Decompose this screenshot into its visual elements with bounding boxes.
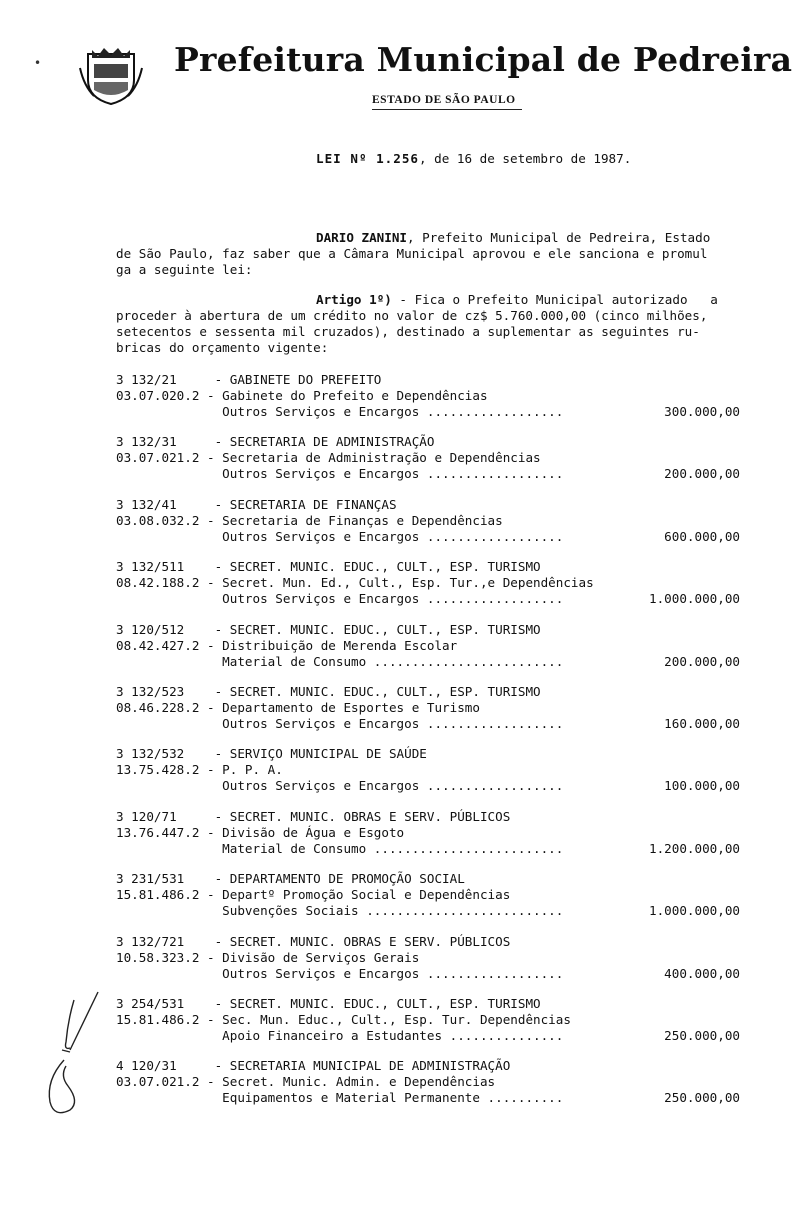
- entry-item: [116, 966, 563, 982]
- entry-program-unit: 15.81.486.2 - Departº Promoção Social e Dependências: [116, 887, 511, 902]
- entry-code-dept: 3 132/532 - SERVIÇO MUNICIPAL DE SAÚDE: [116, 746, 427, 761]
- entry-code: 3 132/41: [116, 497, 207, 512]
- entry-program: 13.76.447.2: [116, 825, 200, 840]
- entry-program: 03.07.021.2: [116, 450, 200, 465]
- intro-paragraph: [116, 230, 746, 278]
- entry-program: 03.08.032.2: [116, 513, 200, 528]
- entry-program: 08.42.427.2: [116, 638, 200, 653]
- entry-amount: 1.200.000,00: [649, 841, 740, 856]
- entry-code: 3 132/31: [116, 434, 207, 449]
- entry-code: 3 120/71: [116, 809, 207, 824]
- entry-program: 03.07.021.2: [116, 1074, 200, 1089]
- budget-entry: [116, 746, 746, 794]
- law-date: , de 16 de setembro de 1987.: [419, 151, 632, 166]
- entry-item-text: Outros Serviços e Encargos ..................: [222, 404, 564, 419]
- entry-code: 3 132/532: [116, 746, 207, 761]
- entry-item: [116, 1090, 563, 1106]
- entry-amount: 300.000,00: [664, 404, 740, 419]
- entry-department: DEPARTAMENTO DE PROMOÇÃO SOCIAL: [229, 871, 465, 886]
- entry-amount: 600.000,00: [664, 529, 740, 544]
- entry-item: [116, 404, 563, 420]
- entry-item-text: Material de Consumo .........................: [222, 841, 564, 856]
- entry-code-dept: 3 132/523 - SECRET. MUNIC. EDUC., CULT., ESP. TURISMO: [116, 684, 541, 699]
- entry-item-text: Outros Serviços e Encargos ..................: [222, 591, 564, 606]
- entry-program-unit: 13.75.428.2 - P. P. A.: [116, 762, 283, 777]
- budget-entry: [116, 559, 746, 607]
- law-heading: [316, 151, 631, 166]
- entry-program: 13.75.428.2: [116, 762, 200, 777]
- article-label: Artigo 1º): [316, 292, 392, 307]
- entry-amount: 250.000,00: [664, 1028, 740, 1043]
- entry-item: [116, 529, 563, 545]
- entry-item-text: Subvenções Sociais ..........................: [222, 903, 564, 918]
- entry-program-unit: 08.42.427.2 - Distribuição de Merenda Escolar: [116, 638, 458, 653]
- entry-program-unit: 10.58.323.2 - Divisão de Serviços Gerais: [116, 950, 420, 965]
- entry-program: 10.58.323.2: [116, 950, 200, 965]
- entry-code: 3 132/21: [116, 372, 207, 387]
- entry-code: 3 132/511: [116, 559, 207, 574]
- entry-code: 3 132/721: [116, 934, 207, 949]
- budget-entry: [116, 809, 746, 857]
- entry-department: SECRET. MUNIC. EDUC., CULT., ESP. TURISMO: [229, 622, 541, 637]
- entry-amount: 1.000.000,00: [649, 591, 740, 606]
- entry-department: SECRET. MUNIC. OBRAS E SERV. PÚBLICOS: [229, 934, 511, 949]
- entry-department: SECRET. MUNIC. OBRAS E SERV. PÚBLICOS: [229, 809, 511, 824]
- entry-code-dept: 3 132/721 - SECRET. MUNIC. OBRAS E SERV. PÚBLICOS: [116, 934, 511, 949]
- entry-code-dept: 3 132/21 - GABINETE DO PREFEITO: [116, 372, 382, 387]
- entry-unit: Divisão de Serviços Gerais: [222, 950, 420, 965]
- entry-item-text: Equipamentos e Material Permanente ..........: [222, 1090, 564, 1105]
- handwritten-signature: [40, 990, 110, 1120]
- entry-program-unit: 08.42.188.2 - Secret. Mun. Ed., Cult., Esp. Tur.,e Dependências: [116, 575, 594, 590]
- entry-item-text: Outros Serviços e Encargos ..................: [222, 466, 564, 481]
- entry-code: 3 254/531: [116, 996, 207, 1011]
- entry-unit: Secret. Mun. Ed., Cult., Esp. Tur.,e Dependências: [222, 575, 594, 590]
- entry-item: [116, 591, 563, 607]
- entry-code-dept: 3 120/512 - SECRET. MUNIC. EDUC., CULT., ESP. TURISMO: [116, 622, 541, 637]
- entry-item-text: Material de Consumo .........................: [222, 654, 564, 669]
- scan-speck: •: [34, 56, 42, 70]
- entry-code-dept: 3 254/531 - SECRET. MUNIC. EDUC., CULT., ESP. TURISMO: [116, 996, 541, 1011]
- entry-item: [116, 841, 563, 857]
- budget-entry: [116, 684, 746, 732]
- entry-unit: Divisão de Água e Esgoto: [222, 825, 405, 840]
- law-number: LEI Nº 1.256: [316, 151, 419, 166]
- entry-unit: Secretaria de Administração e Dependências: [222, 450, 541, 465]
- entry-program-unit: 03.07.020.2 - Gabinete do Prefeito e Dependências: [116, 388, 488, 403]
- entry-unit: P. P. A.: [222, 762, 283, 777]
- intro-line: ga a seguinte lei:: [116, 262, 253, 277]
- entry-code-dept: 3 132/41 - SECRETARIA DE FINANÇAS: [116, 497, 397, 512]
- entry-program-unit: 03.07.021.2 - Secret. Munic. Admin. e Dependências: [116, 1074, 496, 1089]
- entry-department: SECRET. MUNIC. EDUC., CULT., ESP. TURISMO: [229, 559, 541, 574]
- entry-department: SECRETARIA DE FINANÇAS: [229, 497, 397, 512]
- entry-code-dept: 3 120/71 - SECRET. MUNIC. OBRAS E SERV. PÚBLICOS: [116, 809, 511, 824]
- entry-amount: 250.000,00: [664, 1090, 740, 1105]
- entry-unit: Departamento de Esportes e Turismo: [222, 700, 480, 715]
- state-subtitle: ESTADO DE SÃO PAULO: [372, 94, 516, 106]
- entry-item-text: Outros Serviços e Encargos ..................: [222, 529, 564, 544]
- page-title: Prefeitura Municipal de Pedreira: [174, 40, 793, 79]
- article-line: setecentos e sessenta mil cruzados), destinado a suplementar as seguintes ru-: [116, 324, 700, 339]
- entry-department: SECRETARIA MUNICIPAL DE ADMINISTRAÇÃO: [229, 1058, 511, 1073]
- entry-item: [116, 716, 563, 732]
- budget-entry: [116, 871, 746, 919]
- entry-unit: Departº Promoção Social e Dependências: [222, 887, 511, 902]
- entry-program: 15.81.486.2: [116, 887, 200, 902]
- entry-code-dept: 4 120/31 - SECRETARIA MUNICIPAL DE ADMINISTRAÇÃO: [116, 1058, 511, 1073]
- entry-item: [116, 778, 563, 794]
- entry-department: SECRET. MUNIC. EDUC., CULT., ESP. TURISMO: [229, 996, 541, 1011]
- entry-item-text: Apoio Financeiro a Estudantes ...............: [222, 1028, 564, 1043]
- entry-amount: 1.000.000,00: [649, 903, 740, 918]
- entry-code: 3 120/512: [116, 622, 207, 637]
- budget-entry: [116, 622, 746, 670]
- entry-item: [116, 654, 563, 670]
- entry-program: 08.46.228.2: [116, 700, 200, 715]
- entry-unit: Sec. Mun. Educ., Cult., Esp. Tur. Dependências: [222, 1012, 571, 1027]
- article-line: - Fica o Prefeito Municipal autorizado a: [391, 292, 718, 307]
- budget-entry: [116, 434, 746, 482]
- entry-program-unit: 15.81.486.2 - Sec. Mun. Educ., Cult., Esp. Tur. Dependências: [116, 1012, 571, 1027]
- entry-item: [116, 1028, 563, 1044]
- mayor-name: DARIO ZANINI: [316, 230, 407, 245]
- entry-program-unit: 13.76.447.2 - Divisão de Água e Esgoto: [116, 825, 405, 840]
- entry-program: 15.81.486.2: [116, 1012, 200, 1027]
- entry-amount: 200.000,00: [664, 466, 740, 481]
- intro-line: , Prefeito Municipal de Pedreira, Estado: [407, 230, 711, 245]
- entry-item-text: Outros Serviços e Encargos ..................: [222, 966, 564, 981]
- entry-item-text: Outros Serviços e Encargos ..................: [222, 778, 564, 793]
- entry-code-dept: 3 231/531 - DEPARTAMENTO DE PROMOÇÃO SOCIAL: [116, 871, 465, 886]
- entry-program-unit: 08.46.228.2 - Departamento de Esportes e Turismo: [116, 700, 480, 715]
- entry-code-dept: 3 132/31 - SECRETARIA DE ADMINISTRAÇÃO: [116, 434, 435, 449]
- entry-amount: 100.000,00: [664, 778, 740, 793]
- entry-unit: Secretaria de Finanças e Dependências: [222, 513, 503, 528]
- entry-unit: Gabinete do Prefeito e Dependências: [222, 388, 488, 403]
- budget-entry: [116, 996, 746, 1044]
- entry-item: [116, 466, 563, 482]
- entry-code: 3 231/531: [116, 871, 207, 886]
- entry-program-unit: 03.08.032.2 - Secretaria de Finanças e Dependências: [116, 513, 503, 528]
- entry-program: 08.42.188.2: [116, 575, 200, 590]
- entry-department: SECRETARIA DE ADMINISTRAÇÃO: [229, 434, 435, 449]
- budget-entry: [116, 934, 746, 982]
- municipal-crest-icon: [78, 46, 144, 106]
- budget-entry: [116, 497, 746, 545]
- entry-item-text: Outros Serviços e Encargos ..................: [222, 716, 564, 731]
- entry-item: [116, 903, 563, 919]
- entry-amount: 200.000,00: [664, 654, 740, 669]
- entry-program: 03.07.020.2: [116, 388, 200, 403]
- entry-amount: 160.000,00: [664, 716, 740, 731]
- entry-code: 4 120/31: [116, 1058, 207, 1073]
- article-line: proceder à abertura de um crédito no valor de cz$ 5.760.000,00 (cinco milhões,: [116, 308, 708, 323]
- entry-code-dept: 3 132/511 - SECRET. MUNIC. EDUC., CULT., ESP. TURISMO: [116, 559, 541, 574]
- entry-unit: Distribuição de Merenda Escolar: [222, 638, 458, 653]
- entry-department: GABINETE DO PREFEITO: [229, 372, 382, 387]
- entry-program-unit: 03.07.021.2 - Secretaria de Administração e Dependências: [116, 450, 541, 465]
- subtitle-underline: [372, 109, 522, 110]
- entry-code: 3 132/523: [116, 684, 207, 699]
- budget-entry: [116, 1058, 746, 1106]
- article-line: bricas do orçamento vigente:: [116, 340, 329, 355]
- intro-line: de São Paulo, faz saber que a Câmara Municipal aprovou e ele sanciona e promul: [116, 246, 708, 261]
- article-paragraph: [116, 292, 756, 356]
- entry-amount: 400.000,00: [664, 966, 740, 981]
- budget-entry: [116, 372, 746, 420]
- entry-unit: Secret. Munic. Admin. e Dependências: [222, 1074, 496, 1089]
- entry-department: SECRET. MUNIC. EDUC., CULT., ESP. TURISMO: [229, 684, 541, 699]
- entry-department: SERVIÇO MUNICIPAL DE SAÚDE: [229, 746, 427, 761]
